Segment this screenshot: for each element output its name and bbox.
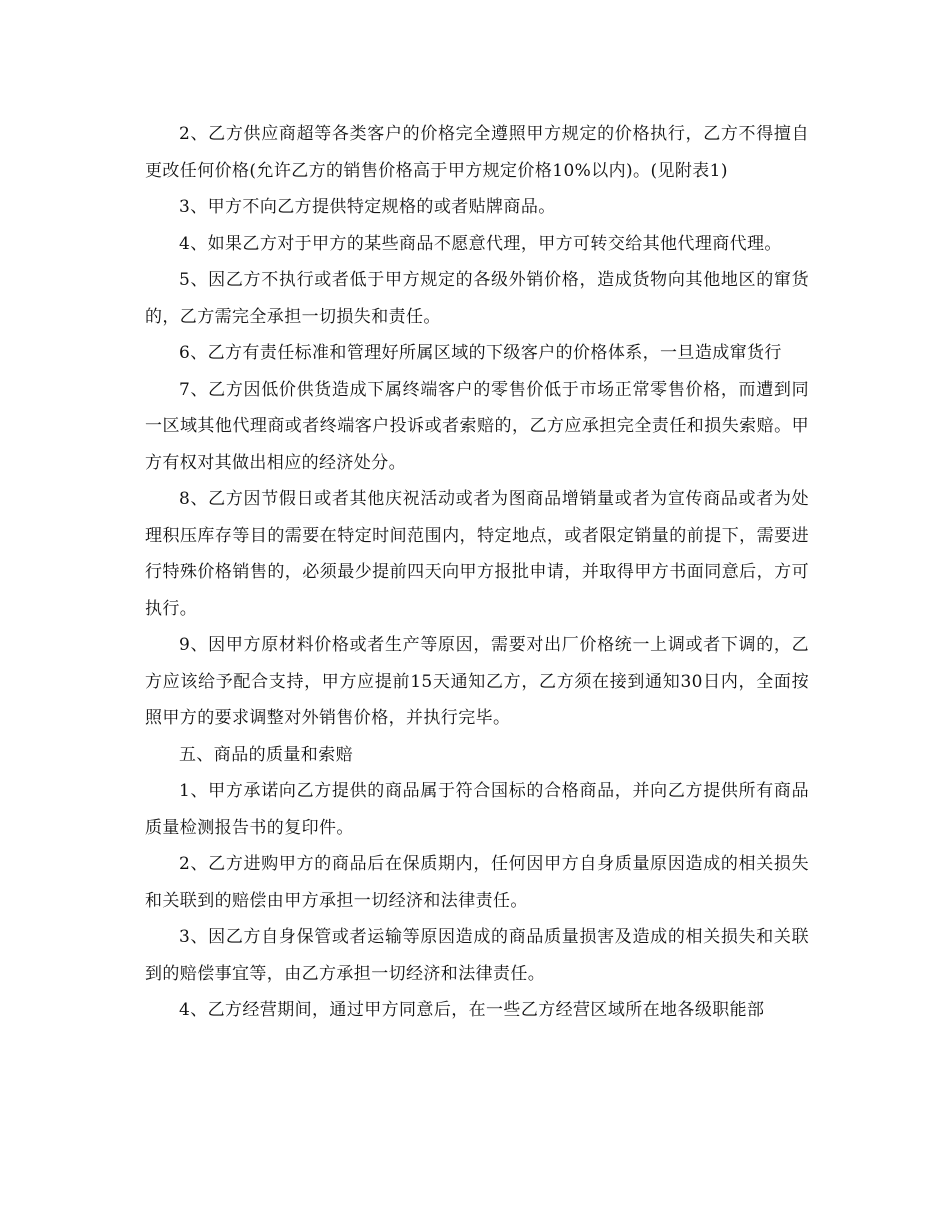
paragraph-no-special-specs: 3、甲方不向乙方提供特定规格的或者贴牌商品。	[179, 197, 556, 217]
paragraph-price-system-management: 6、乙方有责任标准和管理好所属区域的下级客户的价格体系，一旦造成窜货行	[179, 343, 782, 363]
paragraph-party-b-liability: 3、因乙方自身保管或者运输等原因造成的商品质量损害及造成的相关损失和关联到的赔偿事宜等，由乙方承担一切经济和法律责任。	[145, 927, 809, 984]
section-heading-quality-claims: 五、商品的质量和索赔	[179, 744, 353, 765]
paragraph-price-compliance: 2、乙方供应商超等各类客户的价格完全遵照甲方规定的价格执行，乙方不得擅自更改任何价格(允许乙方的销售价格高于甲方规定价格10%以内)。(见附表1)	[145, 124, 809, 181]
paragraph-business-period: 4、乙方经营期间，通过甲方同意后，在一些乙方经营区域所在地各级职能部	[179, 1000, 765, 1020]
paragraph-cross-region-liability: 5、因乙方不执行或者低于甲方规定的各级外销价格，造成货物向其他地区的窜货的，乙方需完全承担一切损失和责任。	[145, 270, 809, 327]
paragraph-party-a-liability: 2、乙方进购甲方的商品后在保质期内，任何因甲方自身质量原因造成的相关损失和关联到的赔偿由甲方承担一切经济和法律责任。	[145, 854, 809, 911]
paragraph-quality-promise: 1、甲方承诺向乙方提供的商品属于符合国标的合格商品，并向乙方提供所有商品质量检测报告书的复印件。	[145, 781, 809, 838]
document-body	[145, 116, 809, 1029]
paragraph-transfer-agency: 4、如果乙方对于甲方的某些商品不愿意代理，甲方可转交给其他代理商代理。	[179, 233, 782, 254]
paragraph-special-price-sales: 8、乙方因节假日或者其他庆祝活动或者为图商品增销量或者为宣传商品或者为处理积压库存等目的需要在特定时间范围内，特定地点，或者限定销量的前提下，需要进行特殊价格销售的，必须最少提前四天向甲方报批申请，并取得甲方书面同意后，方可执行。	[145, 489, 809, 619]
paragraph-price-adjustment: 9、因甲方原材料价格或者生产等原因，需要对出厂价格统一上调或者下调的，乙方应该给予配合支持，甲方应提前15天通知乙方，乙方须在接到通知30日内，全面按照甲方的要求调整对外销售价格，并执行完毕。	[145, 635, 809, 728]
paragraph-low-price-complaints: 7、乙方因低价供货造成下属终端客户的零售价低于市场正常零售价格，而遭到同一区域其他代理商或者终端客户投诉或者索赔的，乙方应承担完全责任和损失索赔。甲方有权对其做出相应的经济处分。	[145, 379, 809, 473]
